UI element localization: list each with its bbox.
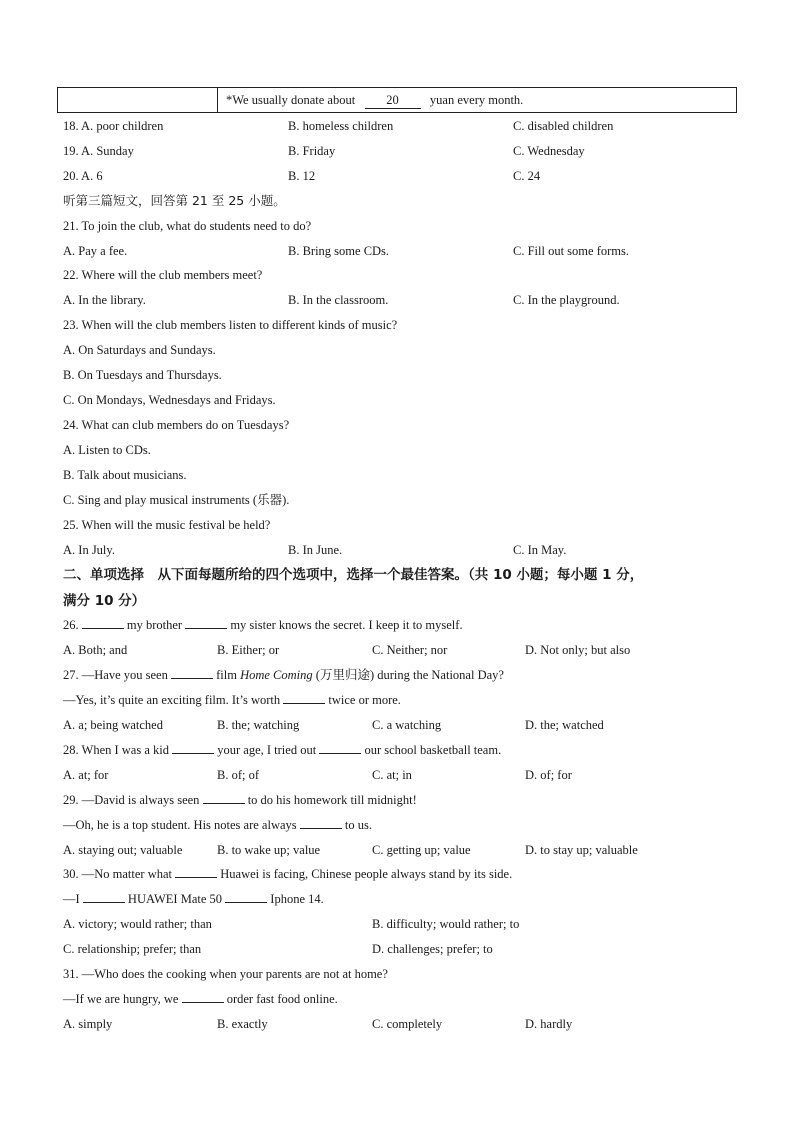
q22-stem: 22. Where will the club members meet? [63, 268, 263, 282]
q31-option-c: C. completely [372, 1017, 443, 1031]
q29-option-b: B. to wake up; value [217, 843, 321, 857]
table-left-cell [58, 88, 218, 112]
section2-heading-line2: 满分 10 分） [63, 593, 146, 609]
q29-stem [63, 792, 417, 808]
blank [171, 667, 213, 679]
section2-heading-line1: 二、单项选择 从下面每题所给的四个选项中，选择一个最佳答案。（共 10 小题；每小题 1 分， [63, 567, 644, 583]
q23-option-c: C. On Mondays, Wednesdays and Fridays. [63, 393, 276, 407]
q25-option-b: B. In June. [288, 543, 343, 557]
q24-stem: 24. What can club members do on Tuesdays? [63, 418, 290, 432]
q25-option-a: A. In July. [63, 543, 115, 557]
q30-option-c: C. relationship; prefer; than [63, 942, 202, 956]
q30-reply-3: Iphone 14. [270, 892, 324, 906]
q24-option-c-chinese: 乐器 [257, 492, 283, 507]
q27-reply-1: —Yes, it’s quite an exciting film. It’s worth [63, 693, 281, 707]
q25-stem: 25. When will the music festival be held? [63, 518, 271, 532]
q21-option-c: C. Fill out some forms. [513, 244, 629, 258]
q26-option-c: C. Neither; nor [372, 643, 448, 657]
q29-reply-1: —Oh, he is a top student. His notes are always [63, 818, 297, 832]
q28-stem [63, 742, 501, 758]
q30-reply-2: HUAWEI Mate 50 [127, 892, 223, 906]
q20-option-c: C. 24 [513, 169, 541, 183]
q30-reply [63, 891, 324, 907]
q25-option-c: C. In May. [513, 543, 567, 557]
q27-stem [63, 667, 504, 683]
q23-option-b: B. On Tuesdays and Thursdays. [63, 368, 222, 382]
q24-option-c-end: ). [282, 493, 290, 507]
table-answer-blank: 20 [365, 93, 421, 109]
q31-reply-1: —If we are hungry, we [63, 992, 179, 1006]
q30-option-d: D. challenges; prefer; to [372, 942, 493, 956]
q29-option-a: A. staying out; valuable [63, 843, 183, 857]
q20-option-a: 20. A. 6 [63, 169, 103, 183]
q27-option-c: C. a watching [372, 718, 442, 732]
blank [83, 891, 125, 903]
q28-text-1: 28. When I was a kid [63, 743, 169, 757]
q26-option-a: A. Both; and [63, 643, 128, 657]
q27-text-1: 27. —Have you seen [63, 668, 168, 682]
blank [283, 692, 325, 704]
q26-number: 26. [63, 618, 79, 632]
q28-option-b: B. of; of [217, 768, 260, 782]
q21-option-a: A. Pay a fee. [63, 244, 128, 258]
q30-option-a: A. victory; would rather; than [63, 917, 212, 931]
q22-option-a: A. In the library. [63, 293, 146, 307]
q29-text-2: to do his homework till midnight! [247, 793, 417, 807]
q31-stem: 31. —Who does the cooking when your parents are not at home? [63, 967, 388, 981]
q29-text-1: 29. —David is always seen [63, 793, 200, 807]
blank [82, 617, 124, 629]
q31-option-a: A. simply [63, 1017, 113, 1031]
q30-stem [63, 866, 512, 882]
q31-option-b: B. exactly [217, 1017, 268, 1031]
q28-option-c: C. at; in [372, 768, 412, 782]
q28-option-a: A. at; for [63, 768, 109, 782]
q19-option-b: B. Friday [288, 144, 336, 158]
table-text-before: *We usually donate about [226, 93, 356, 107]
q26-stem [63, 617, 463, 633]
q29-option-c: C. getting up; value [372, 843, 471, 857]
blank [300, 817, 342, 829]
q30-option-b: B. difficulty; would rather; to [372, 917, 520, 931]
q27-paren: ( [312, 668, 320, 682]
q27-film-title: Home Coming [240, 668, 313, 682]
q28-text-2: your age, I tried out [217, 743, 317, 757]
q27-text-3: ) during the National Day? [369, 668, 504, 682]
q30-text-1: 30. —No matter what [63, 867, 173, 881]
q26-text-2: my sister knows the secret. I keep it to myself. [230, 618, 463, 632]
q26-option-d: D. Not only; but also [525, 643, 631, 657]
blank [319, 742, 361, 754]
q27-film-chinese: 万里归途 [319, 667, 370, 682]
q22-option-c: C. In the playground. [513, 293, 620, 307]
q31-option-d: D. hardly [525, 1017, 573, 1031]
q24-option-a: A. Listen to CDs. [63, 443, 151, 457]
q27-option-a: A. a; being watched [63, 718, 163, 732]
q20-option-b: B. 12 [288, 169, 316, 183]
q28-option-d: D. of; for [525, 768, 572, 782]
q31-reply [63, 991, 338, 1007]
q27-option-d: D. the; watched [525, 718, 604, 732]
blank [203, 792, 245, 804]
q30-reply-1: —I [63, 892, 80, 906]
table-text-after: yuan every month. [429, 93, 524, 107]
q22-option-b: B. In the classroom. [288, 293, 389, 307]
q31-reply-2: order fast food online. [226, 992, 338, 1006]
q24-option-c [63, 492, 289, 508]
q24-option-c-text: C. Sing and play musical instruments ( [63, 493, 258, 507]
q24-option-b: B. Talk about musicians. [63, 468, 187, 482]
q23-option-a: A. On Saturdays and Sundays. [63, 343, 216, 357]
blank [225, 891, 267, 903]
q29-reply-2: to us. [344, 818, 372, 832]
q19-option-a: 19. A. Sunday [63, 144, 134, 158]
q27-option-b: B. the; watching [217, 718, 300, 732]
blank [182, 991, 224, 1003]
q21-stem: 21. To join the club, what do students need to do? [63, 219, 312, 233]
q18-option-a: 18. A. poor children [63, 119, 164, 133]
section2-heading [63, 562, 743, 614]
q29-reply [63, 817, 372, 833]
q23-stem: 23. When will the club members listen to different kinds of music? [63, 318, 398, 332]
q27-text-2: film [216, 668, 237, 682]
q26-option-b: B. Either; or [217, 643, 280, 657]
q18-option-c: C. disabled children [513, 119, 614, 133]
q30-text-2: Huawei is facing, Chinese people always stand by its side. [220, 867, 513, 881]
q28-text-3: our school basketball team. [364, 743, 502, 757]
q18-option-b: B. homeless children [288, 119, 394, 133]
table-right-cell [218, 88, 736, 112]
answer-table-row [57, 87, 737, 113]
q26-text-1: my brother [126, 618, 183, 632]
q27-reply [63, 692, 401, 708]
q19-option-c: C. Wednesday [513, 144, 585, 158]
part3-heading: 听第三篇短文，回答第 21 至 25 小题。 [63, 193, 286, 208]
blank [175, 866, 217, 878]
blank [172, 742, 214, 754]
blank [185, 617, 227, 629]
q29-option-d: D. to stay up; valuable [525, 843, 638, 857]
q21-option-b: B. Bring some CDs. [288, 244, 390, 258]
q27-reply-2: twice or more. [328, 693, 401, 707]
